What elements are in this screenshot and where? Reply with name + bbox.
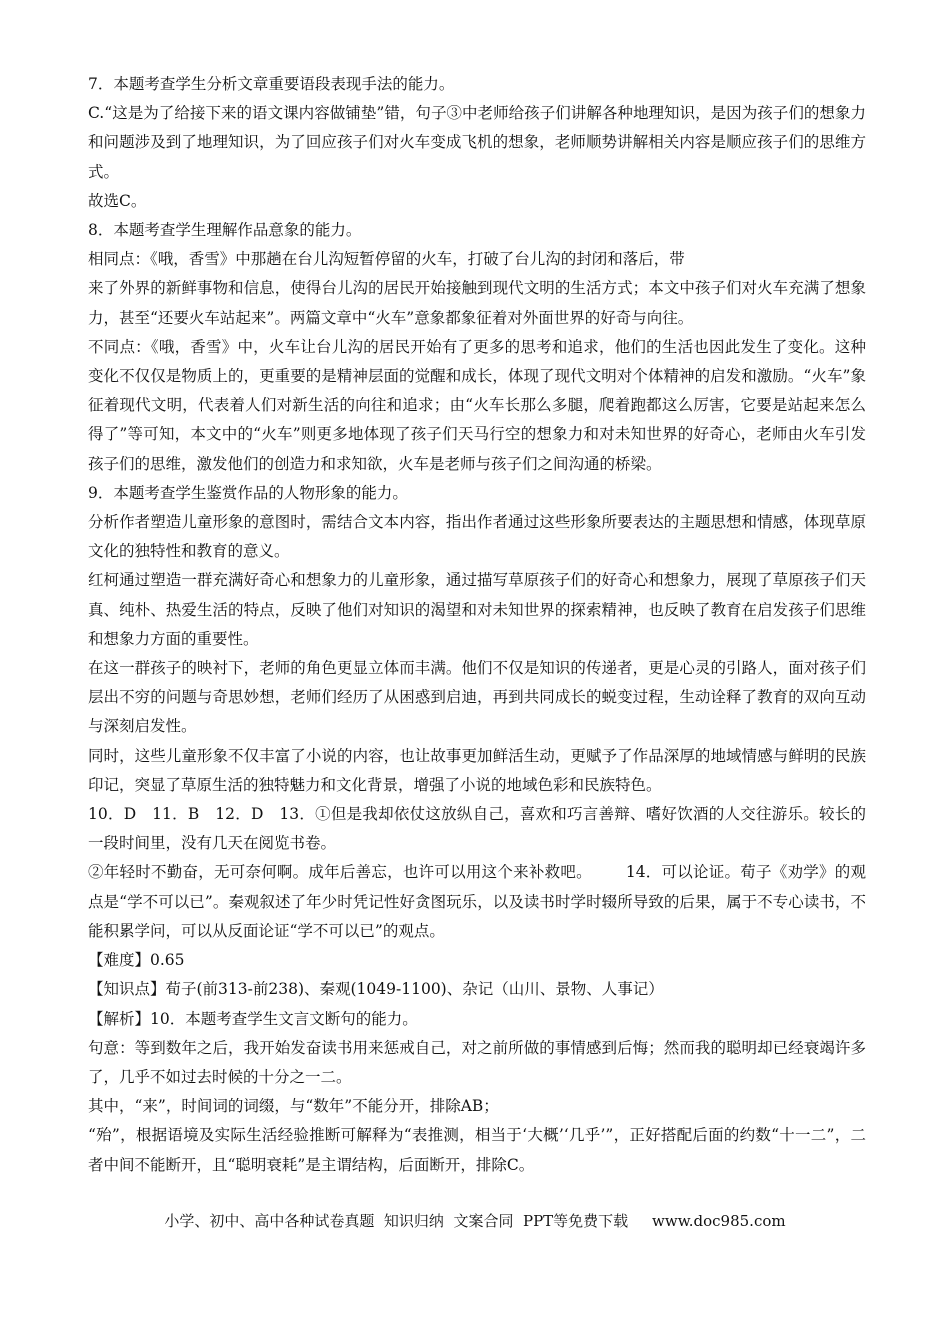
q8-heading: 8．本题考查学生理解作品意象的能力。: [88, 221, 362, 240]
q9-method: 分析作者塑造儿童形象的意图时，需结合文本内容，指出作者通过这些形象所要表达的主题思想和情感，体现草原文化的独特性和教育的意义。: [88, 513, 866, 561]
q9-children-image: 红柯通过塑造一群充满好奇心和想象力的儿童形象，通过描写草原孩子们的好奇心和想象力，展现了草原孩子们天真、纯朴、热爱生活的特点，反映了他们对知识的渴望和对未知世界的探索精神，也反映了教育在启发孩子们思维和想象力方面的重要性。: [88, 571, 866, 648]
document-body: [88, 70, 866, 1180]
q10-13-answers: 10．D 11．B 12．D 13．①但是我却依仗这放纵自己，喜欢和巧言善辩、嗜好饮酒的人交往游乐。较长的一段时间里，没有几天在阅览书卷。: [88, 805, 866, 853]
q8-similarity-line1: 相同点：《哦，香雪》中那趟在台儿沟短暂停留的火车，打破了台儿沟的封闭和落后，带: [88, 250, 685, 269]
q13-translation-2: ②年轻时不勤奋，无可奈何啊。成年后善忘，也许可以用这个来补救吧。: [88, 863, 592, 882]
difficulty-label: 【难度】0.65: [88, 951, 185, 970]
q7-answer: 故选C。: [88, 191, 147, 210]
analysis-heading: 【解析】10．本题考查学生文言文断句的能力。: [88, 1009, 418, 1028]
page-footer: 小学、初中、高中各种试卷真题 知识归纳 文案合同 PPT等免费下载 www.doc985.com: [164, 1212, 786, 1230]
q9-significance: 同时，这些儿童形象不仅丰富了小说的内容，也让故事更加鲜活生动，更赋予了作品深厚的地域情感与鲜明的民族印记，突显了草原生活的独特魅力和文化背景，增强了小说的地域色彩和民族特色。: [88, 746, 866, 794]
q8-similarity-rest: 来了外界的新鲜事物和信息，使得台儿沟的居民开始接触到现代文明的生活方式；本文中孩子们对火车充满了想象力，甚至“还要火车站起来”。两篇文章中“火车”意象都象征着对外面世界的好奇与向往。: [88, 279, 866, 327]
analysis-lai: 其中，“来”，时间词的词缀，与“数年”不能分开，排除AB；: [88, 1097, 499, 1116]
q7-explanation: C.“这是为了给接下来的语文课内容做铺垫”错，句子③中老师给孩子们讲解各种地理知识，是因为孩子们的想象力和问题涉及到了地理知识，为了回应孩子们对火车变成飞机的想象，老师顺势讲解相关内容是顺应孩子们的思维方式。: [88, 104, 866, 181]
q9-teacher-role: 在这一群孩子的映衬下，老师的角色更显立体而丰满。他们不仅是知识的传递者，更是心灵的引路人，面对孩子们层出不穷的问题与奇思妙想，老师们经历了从困惑到启迪，再到共同成长的蜕变过程，生动诠释了教育的双向互动与深刻启发性。: [88, 659, 866, 736]
q9-heading: 9．本题考查学生鉴赏作品的人物形象的能力。: [88, 483, 408, 502]
q7-heading: 7．本题考查学生分析文章重要语段表现手法的能力。: [88, 75, 455, 93]
analysis-dai: “殆”，根据语境及实际生活经验推断可解释为“表推测，相当于‘大概’‘几乎’”，正好搭配后面的约数“十一二”，二者中间不能断开，且“聪明衰耗”是主谓结构，后面断开，排除C。: [88, 1126, 866, 1174]
q13-translation-2-and-q14: [88, 858, 866, 946]
q14-answer: 14．可以论证。荀子《劝学》的观点是“学不可以已”。秦观叙述了年少时凭记性好贪图玩乐，以及读书时学时辍所导致的后果，属于不专心读书，不能积累学问，可以从反面论证“学不可以已”的观点。: [88, 863, 866, 940]
q8-difference: 不同点：《哦，香雪》中，火车让台儿沟的居民开始有了更多的思考和追求，他们的生活也因此发生了变化。这种变化不仅仅是物质上的，更重要的是精神层面的觉醒和成长，体现了现代文明对个体精神的启发和激励。“火车”象征着现代文明，代表着人们对新生活的向往和追求；由“火车长那么多腿，爬着跑都这么厉害，它要是站起来怎么得了”等可知，本文中的“火车”则更多地体现了孩子们天马行空的想象力和对未知世界的好奇心，老师由火车引发孩子们的思维，激发他们的创造力和求知欲，火车是老师与孩子们之间沟通的桥梁。: [88, 337, 866, 473]
sentence-meaning: 句意：等到数年之后，我开始发奋读书用来惩戒自己，对之前所做的事情感到后悔；然而我的聪明却已经衰竭许多了，几乎不如过去时候的十分之一二。: [88, 1038, 866, 1086]
knowledge-points: 【知识点】荀子(前313-前238)、秦观(1049-1100)、杂记（山川、景物、人事记）: [88, 980, 664, 999]
